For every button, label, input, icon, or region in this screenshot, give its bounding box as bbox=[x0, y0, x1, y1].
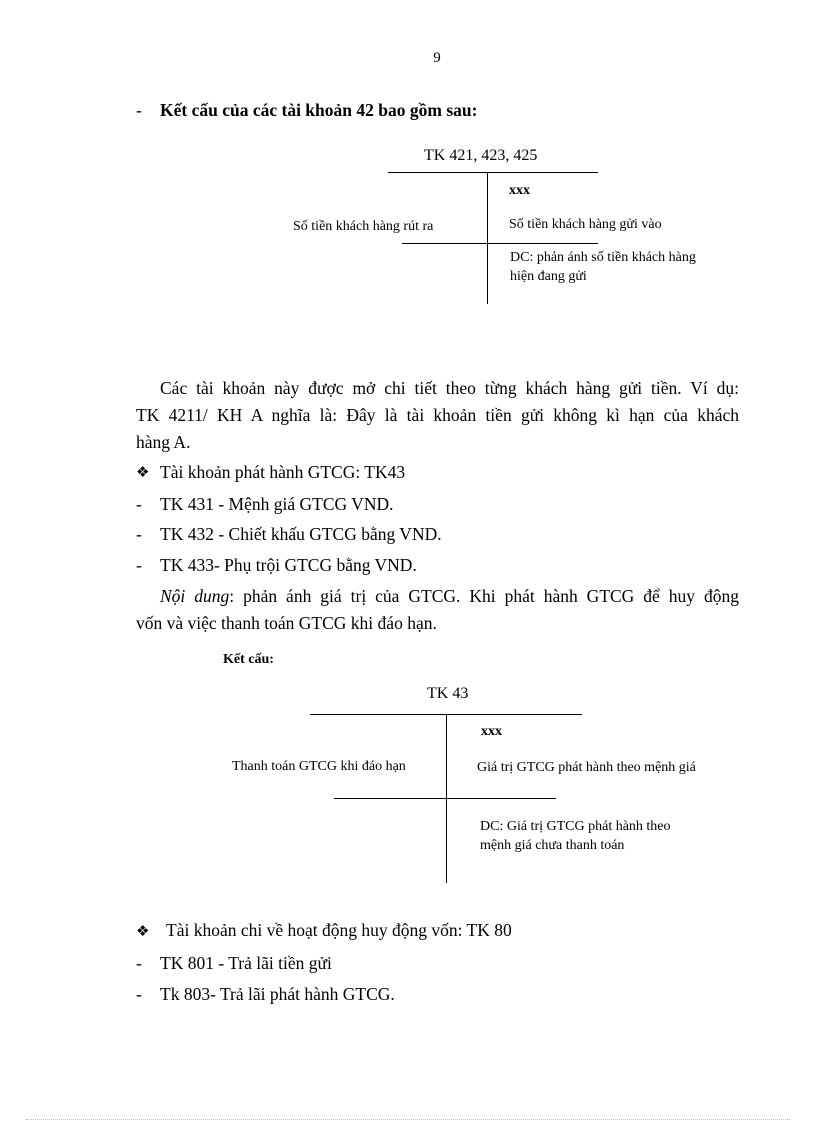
t-account-43-credit-text: Giá trị GTCG phát hành theo mệnh giá bbox=[477, 760, 696, 775]
t-account-42-top-rule bbox=[388, 172, 598, 173]
section-80-item-2: Tk 803- Trả lãi phát hành GTCG. bbox=[160, 984, 395, 1004]
paragraph-1-line-2: TK 4211/ KH A nghĩa là: Đây là tài khoản tiền gửi không kì hạn của khách bbox=[136, 405, 739, 425]
t-account-43-credit-header: xxx bbox=[481, 724, 502, 739]
page-number: 9 bbox=[433, 50, 441, 66]
t-account-42-credit-text: Số tiền khách hàng gửi vào bbox=[509, 217, 662, 232]
section-43-heading: Tài khoản phát hành GTCG: TK43 bbox=[160, 462, 406, 482]
section-80-heading: Tài khoản chi về hoạt động huy động vốn: TK 80 bbox=[166, 920, 512, 940]
section-43-item-3: TK 433- Phụ trội GTCG bằng VND. bbox=[160, 555, 417, 575]
section-80-bullet-icon: ❖ bbox=[136, 922, 150, 940]
t-account-43-debit-text: Thanh toán GTCG khi đáo hạn bbox=[232, 759, 406, 774]
content-label: Nội dung bbox=[160, 586, 230, 606]
section-43-item-1: TK 431 - Mệnh giá GTCG VND. bbox=[160, 494, 394, 514]
t-account-42-center-rule bbox=[487, 172, 488, 304]
section-43-item-3-dash: - bbox=[136, 555, 142, 575]
t-account-43-title: TK 43 bbox=[427, 685, 469, 702]
section-43-content-line-2: vốn và việc thanh toán GTCG khi đáo hạn. bbox=[136, 613, 437, 633]
t-account-43-balance-line-1: DC: Giá trị GTCG phát hành theo bbox=[480, 819, 671, 834]
t-account-42-debit-text: Số tiền khách hàng rút ra bbox=[293, 219, 434, 234]
section-43-item-2: TK 432 - Chiết khấu GTCG bằng VND. bbox=[160, 524, 442, 544]
t-account-43-balance-rule bbox=[334, 798, 556, 799]
section-43-item-2-dash: - bbox=[136, 524, 142, 544]
section-80-item-2-dash: - bbox=[136, 984, 142, 1004]
section-43-item-1-dash: - bbox=[136, 494, 142, 514]
t-account-42-balance-line-1: DC: phản ánh số tiền khách hàng bbox=[510, 250, 696, 265]
t-account-42-balance-line-2: hiện đang gửi bbox=[510, 269, 587, 284]
section-43-structure-label: Kết cấu: bbox=[223, 652, 274, 667]
page-bottom-border bbox=[26, 1119, 790, 1120]
section-80-item-1-dash: - bbox=[136, 953, 142, 973]
intro-heading: Kết cấu của các tài khoản 42 bao gồm sau: bbox=[160, 100, 478, 120]
content-text: : phản ánh giá trị của GTCG. Khi phát hành GTCG để huy động bbox=[229, 586, 739, 606]
t-account-42-balance-rule bbox=[402, 243, 598, 244]
section-43-content-line-1 bbox=[160, 586, 739, 607]
section-80-item-1: TK 801 - Trả lãi tiền gửi bbox=[160, 953, 332, 973]
paragraph-1-line-1: Các tài khoản này được mở chi tiết theo từng khách hàng gửi tiền. Ví dụ: bbox=[160, 378, 739, 398]
t-account-42-credit-header: xxx bbox=[509, 183, 530, 198]
section-43-bullet-icon: ❖ bbox=[136, 463, 150, 481]
intro-dash: - bbox=[136, 100, 142, 120]
paragraph-1-line-3: hàng A. bbox=[136, 432, 191, 452]
t-account-43-balance-line-2: mệnh giá chưa thanh toán bbox=[480, 838, 625, 853]
t-account-42-title: TK 421, 423, 425 bbox=[424, 147, 538, 164]
